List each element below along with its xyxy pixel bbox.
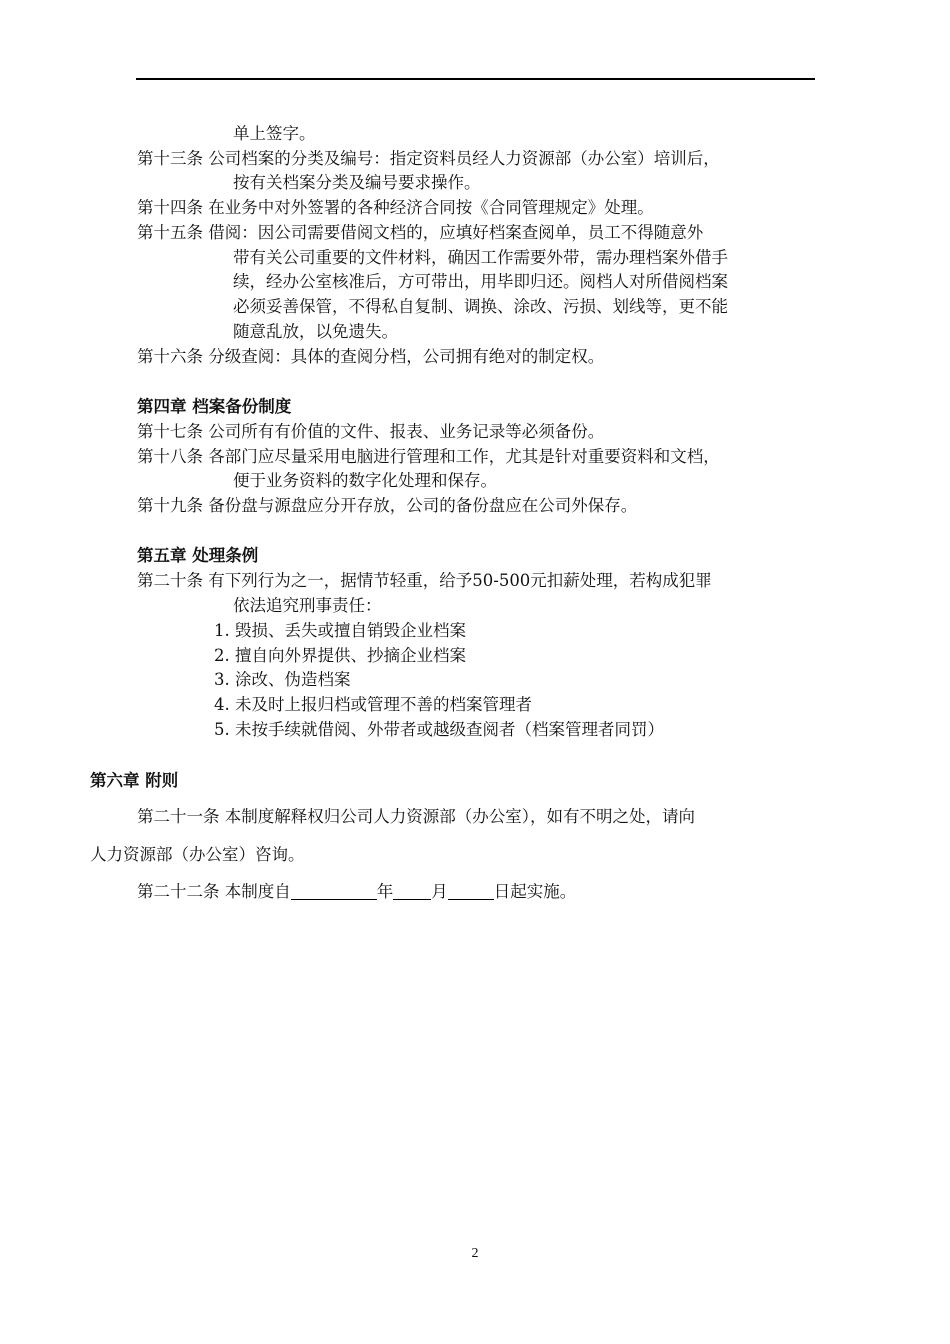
article-20-line-2: 依法追究刑事责任： [233, 596, 382, 615]
article-22-prefix: 第二十二条 本制度自 [137, 882, 291, 901]
article-18-line-2: 便于业务资料的数字化处理和保存。 [233, 471, 497, 490]
chapter-6-title: 第六章 附则 [90, 771, 179, 790]
article-14: 第十四条 在业务中对外签署的各种经济合同按《合同管理规定》处理。 [137, 198, 654, 217]
month-blank [393, 881, 431, 900]
article-18-line-1: 第十八条 各部门应尽量采用电脑进行管理和工作，尤其是针对重要资料和文档， [137, 447, 720, 466]
article-15-line-4: 必须妥善保管，不得私自复制、调换、涂改、污损、划线等，更不能 [233, 297, 728, 316]
chapter-4-title: 第四章 档案备份制度 [137, 397, 292, 416]
year-blank [291, 881, 377, 900]
article-13-line-2: 按有关档案分类及编号要求操作。 [233, 173, 481, 192]
article-15-line-1: 第十五条 借阅：因公司需要借阅文档的，应填好档案查阅单，员工不得随意外 [137, 223, 704, 242]
header-rule [136, 78, 815, 80]
article-15-line-2: 带有关公司重要的文件材料，确因工作需要外带，需办理档案外借手 [233, 248, 728, 267]
article-19: 第十九条 备份盘与源盘应分开存放，公司的备份盘应在公司外保存。 [137, 496, 638, 515]
article-22 [137, 881, 576, 903]
day-blank [448, 881, 494, 900]
article-22-suffix: 日起实施。 [493, 882, 577, 901]
article-21-line-2: 人力资源部（办公室）咨询。 [90, 845, 305, 864]
list-item: 4. 未及时上报归档或管理不善的档案管理者 [214, 695, 532, 714]
list-item: 3. 涂改、伪造档案 [214, 670, 351, 689]
article-16: 第十六条 分级查阅：具体的查阅分档，公司拥有绝对的制定权。 [137, 347, 605, 366]
article-15-line-3: 续，经办公室核准后，方可带出，用毕即归还。阅档人对所借阅档案 [233, 272, 728, 291]
article-13-line-1: 第十三条 公司档案的分类及编号：指定资料员经人力资源部（办公室）培训后， [137, 149, 720, 168]
page-number: 2 [471, 1246, 479, 1261]
article-12-continuation: 单上签字。 [233, 124, 316, 143]
article-15-line-5: 随意乱放，以免遗失。 [233, 322, 398, 341]
article-21-line-1: 第二十一条 本制度解释权归公司人力资源部（办公室），如有不明之处，请向 [137, 807, 695, 826]
list-item: 1. 毁损、丢失或擅自销毁企业档案 [214, 621, 466, 640]
article-17: 第十七条 公司所有有价值的文件、报表、业务记录等必须备份。 [137, 422, 605, 441]
article-22-year: 年 [376, 882, 394, 901]
chapter-5-title: 第五章 处理条例 [137, 546, 259, 565]
article-22-month: 月 [431, 882, 448, 901]
article-20-line-1: 第二十条 有下列行为之一，据情节轻重，给予50-500元扣薪处理，若构成犯罪 [137, 571, 712, 590]
list-item: 2. 擅自向外界提供、抄摘企业档案 [214, 646, 466, 665]
list-item: 5. 未按手续就借阅、外带者或越级查阅者（档案管理者同罚） [214, 720, 664, 739]
